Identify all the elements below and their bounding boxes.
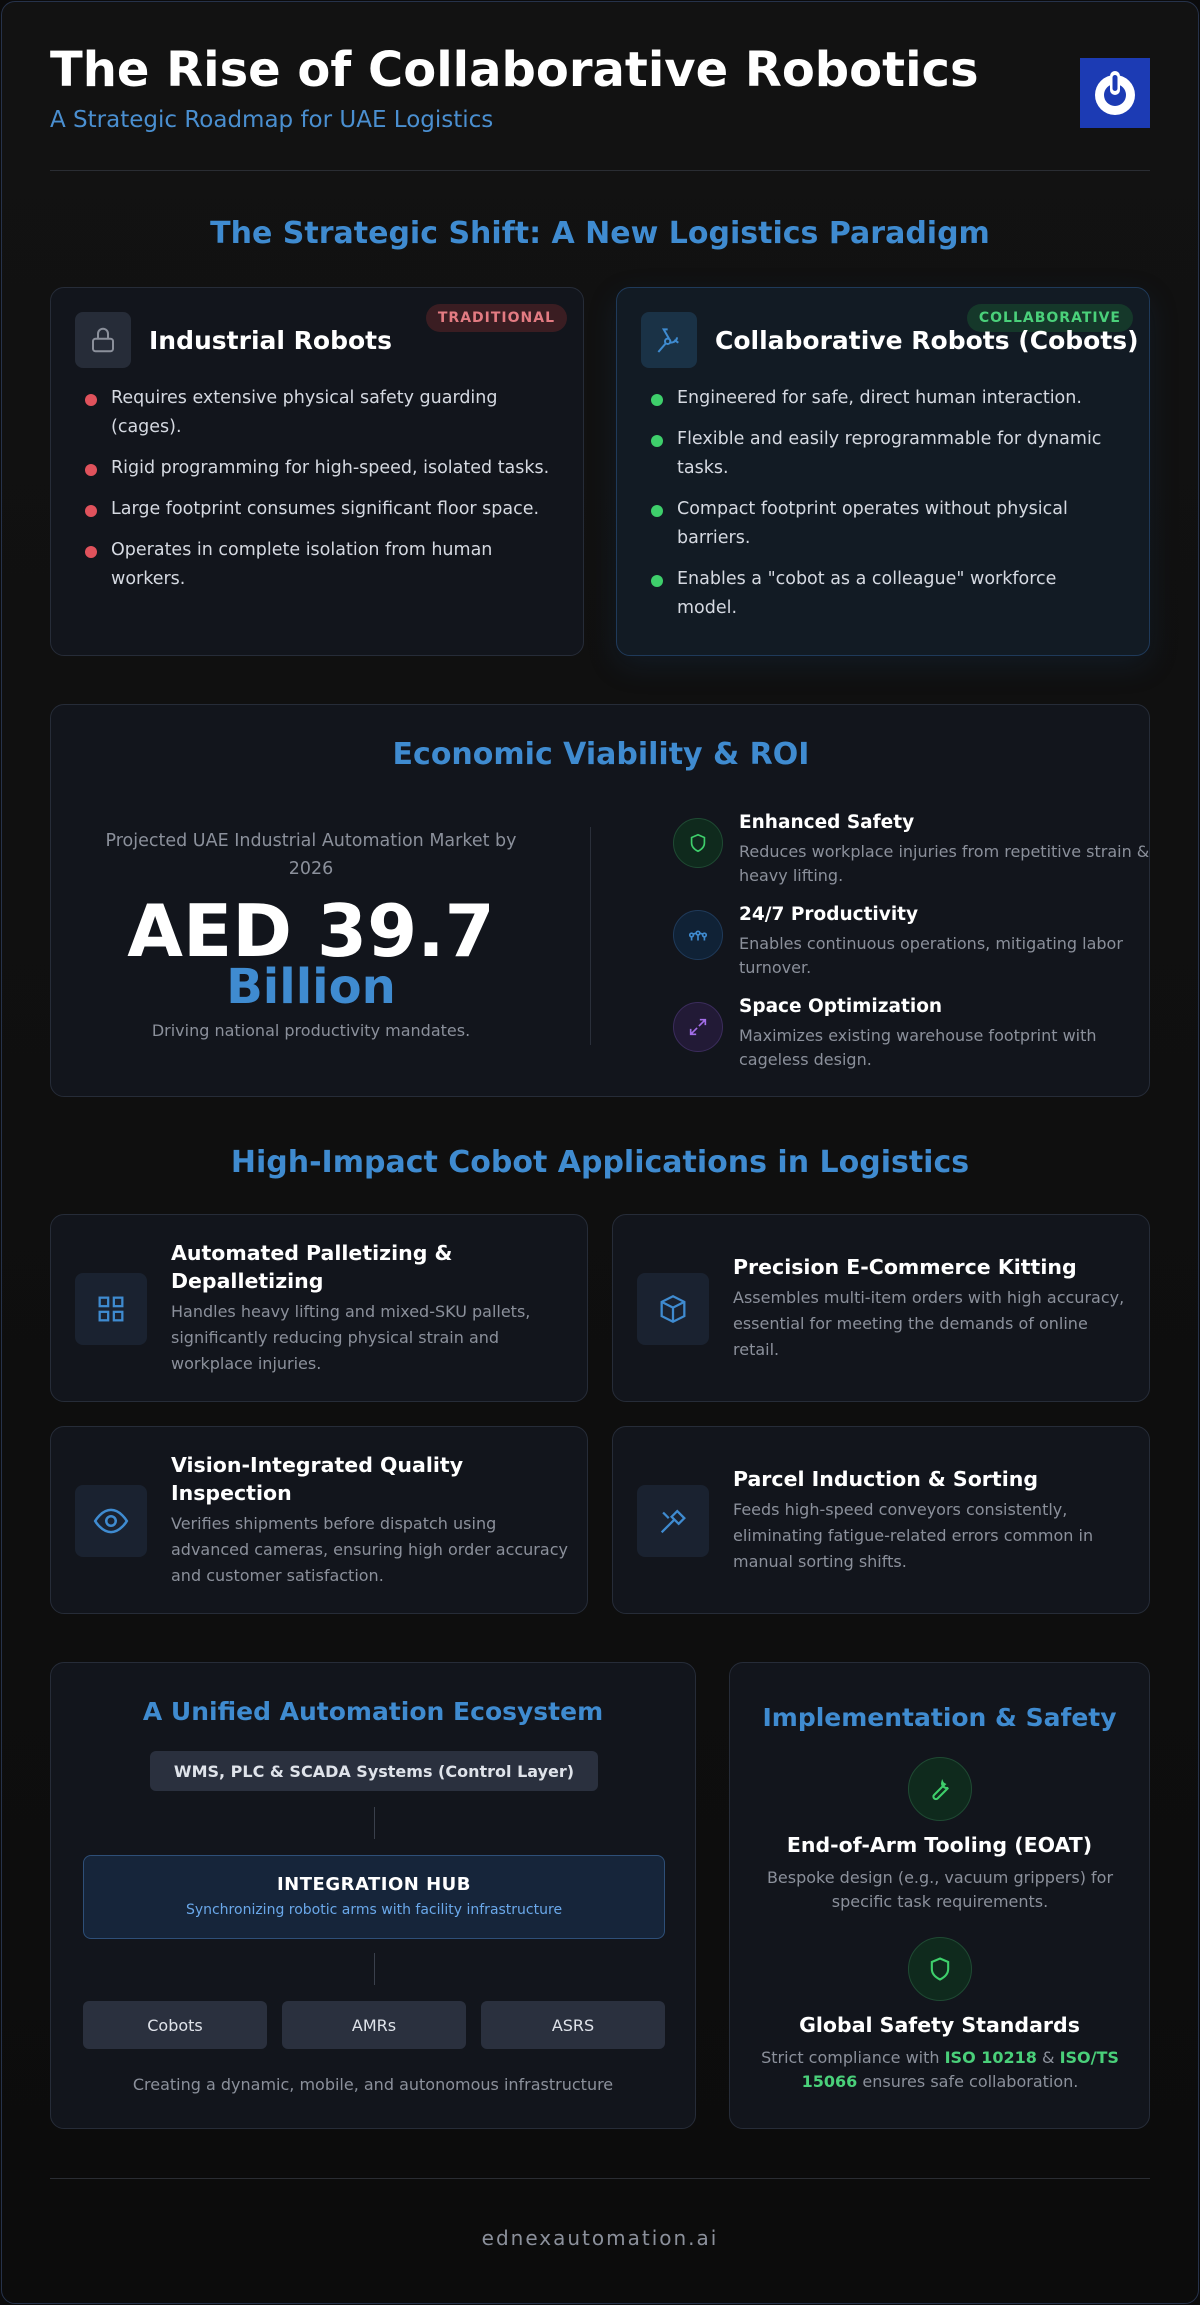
list-item: Large footprint consumes significant floor space. <box>83 495 555 524</box>
lock-icon <box>88 325 118 355</box>
grid-icon <box>94 1292 128 1326</box>
brand-logo[interactable] <box>1080 58 1150 128</box>
benefit-desc: Reduces workplace injuries from repetitive strain & heavy lifting. <box>739 842 1150 885</box>
apps-section-title: High-Impact Cobot Applications in Logistics <box>230 1145 970 1180</box>
eoat-desc: Bespoke design (e.g., vacuum grippers) for specific task requirements. <box>766 1868 1114 1911</box>
page-title: The Rise of Collaborative Robotics <box>50 42 979 98</box>
app-icon-box <box>75 1273 147 1345</box>
control-layer-pill: WMS, PLC & SCADA Systems (Control Layer) <box>150 1751 598 1791</box>
cobot-icon-box <box>641 312 697 368</box>
app-desc: Feeds high-speed conveyors consistently, eliminating fatigue-related errors common in manual sorting shifts. <box>733 1500 1094 1571</box>
app-icon-box <box>637 1273 709 1345</box>
implementation-title: Implementation & Safety <box>762 1703 1117 1732</box>
app-card-inspection <box>50 1426 588 1614</box>
list-item: Enables a "cobot as a colleague" workforce model. <box>649 565 1121 623</box>
ecosystem-card <box>50 1662 696 2129</box>
footer-site[interactable]: ednexautomation.ai <box>481 2226 719 2250</box>
market-value: AED 39.7 <box>127 889 495 973</box>
app-title: Precision E-Commerce Kitting <box>733 1255 1077 1279</box>
benefit-icon-box <box>673 910 723 960</box>
list-item: Compact footprint operates without physical barriers. <box>649 495 1121 553</box>
iso-10218: ISO 10218 <box>944 2048 1037 2067</box>
collaborative-badge: COLLABORATIVE <box>967 304 1133 332</box>
roi-divider <box>590 827 591 1045</box>
hub-title: INTEGRATION HUB <box>276 1874 471 1895</box>
market-label: Projected UAE Industrial Automation Market by 2026 <box>105 831 517 879</box>
cobot-bullet-list <box>649 384 1121 635</box>
node-asrs: ASRS <box>481 2001 665 2049</box>
wrench-icon <box>926 1775 954 1803</box>
integration-hub <box>83 1855 665 1939</box>
cobot-title: Collaborative Robots (Cobots) <box>715 325 1139 355</box>
app-title: Vision-Integrated Quality Inspection <box>171 1453 464 1505</box>
connector-line <box>374 1953 375 1985</box>
industrial-icon-box <box>75 312 131 368</box>
industrial-robots-card <box>50 287 584 656</box>
iso-ts-15066: ISO/TS 15066 <box>801 2048 1119 2091</box>
benefit-icon-box <box>673 818 723 868</box>
market-note: Driving national productivity mandates. <box>151 1021 471 1040</box>
shield-icon <box>926 1955 954 1983</box>
app-desc: Handles heavy lifting and mixed-SKU pallets, significantly reducing physical strain and workplace injuries. <box>171 1302 531 1373</box>
benefit-title: Enhanced Safety <box>739 812 915 833</box>
list-item: Flexible and easily reprogrammable for dynamic tasks. <box>649 425 1121 483</box>
page-subtitle: A Strategic Roadmap for UAE Logistics <box>50 107 494 133</box>
safety-title: Global Safety Standards <box>799 2013 1080 2037</box>
safety-desc: Strict compliance with ISO 10218 & ISO/TS 15066 ensures safe collaboration. <box>761 2048 1119 2091</box>
cobots-card <box>616 287 1150 656</box>
hammer-icon <box>656 1504 690 1538</box>
impl-icon-box <box>908 1757 972 1821</box>
benefit-desc: Maximizes existing warehouse footprint with cageless design. <box>739 1026 1097 1069</box>
list-item: Requires extensive physical safety guarding (cages). <box>83 384 555 442</box>
benefit-desc: Enables continuous operations, mitigating labor turnover. <box>739 934 1123 977</box>
expand-icon <box>687 1016 709 1038</box>
benefit-icon-box <box>673 1002 723 1052</box>
ecosystem-note: Creating a dynamic, mobile, and autonomous infrastructure <box>132 2075 614 2094</box>
list-item: Operates in complete isolation from human workers. <box>83 536 555 594</box>
roi-card <box>50 704 1150 1097</box>
app-icon-box <box>637 1485 709 1557</box>
shift-section-title: The Strategic Shift: A New Logistics Paradigm <box>210 216 990 251</box>
implementation-card <box>729 1662 1150 2129</box>
benefit-title: Space Optimization <box>739 996 943 1017</box>
ecosystem-title: A Unified Automation Ecosystem <box>142 1697 604 1726</box>
header-divider <box>50 170 1150 171</box>
power-button-logo-icon <box>1089 67 1141 119</box>
eye-icon <box>92 1502 130 1540</box>
roi-title: Economic Viability & ROI <box>392 737 810 772</box>
benefit-title: 24/7 Productivity <box>739 904 919 925</box>
industrial-title: Industrial Robots <box>149 325 392 355</box>
shield-icon <box>687 832 709 854</box>
traditional-badge: TRADITIONAL <box>426 304 567 332</box>
industrial-bullet-list <box>83 384 555 606</box>
box-icon <box>656 1292 690 1326</box>
impl-icon-box <box>908 1937 972 2001</box>
app-desc: Verifies shipments before dispatch using advanced cameras, ensuring high order accuracy and customer satisfaction. <box>171 1514 568 1585</box>
app-title: Automated Palletizing & Depalletizing <box>171 1241 453 1293</box>
list-item: Engineered for safe, direct human interaction. <box>649 384 1121 413</box>
connector-line <box>374 1807 375 1839</box>
app-icon-box <box>75 1485 147 1557</box>
node-amrs: AMRs <box>282 2001 466 2049</box>
market-unit: Billion <box>226 959 396 1015</box>
robot-arm-icon <box>653 324 685 356</box>
app-card-kitting <box>612 1214 1150 1402</box>
network-icon <box>687 924 709 946</box>
app-desc: Assembles multi-item orders with high accuracy, essential for meeting the demands of online retail. <box>733 1288 1125 1359</box>
list-item: Rigid programming for high-speed, isolated tasks. <box>83 454 555 483</box>
eoat-title: End-of-Arm Tooling (EOAT) <box>786 1833 1093 1857</box>
hub-subtitle: Synchronizing robotic arms with facility infrastructure <box>185 1902 563 1918</box>
app-card-sorting <box>612 1426 1150 1614</box>
app-title: Parcel Induction & Sorting <box>733 1467 1038 1491</box>
app-card-palletizing <box>50 1214 588 1402</box>
footer-divider <box>50 2178 1150 2179</box>
node-cobots: Cobots <box>83 2001 267 2049</box>
